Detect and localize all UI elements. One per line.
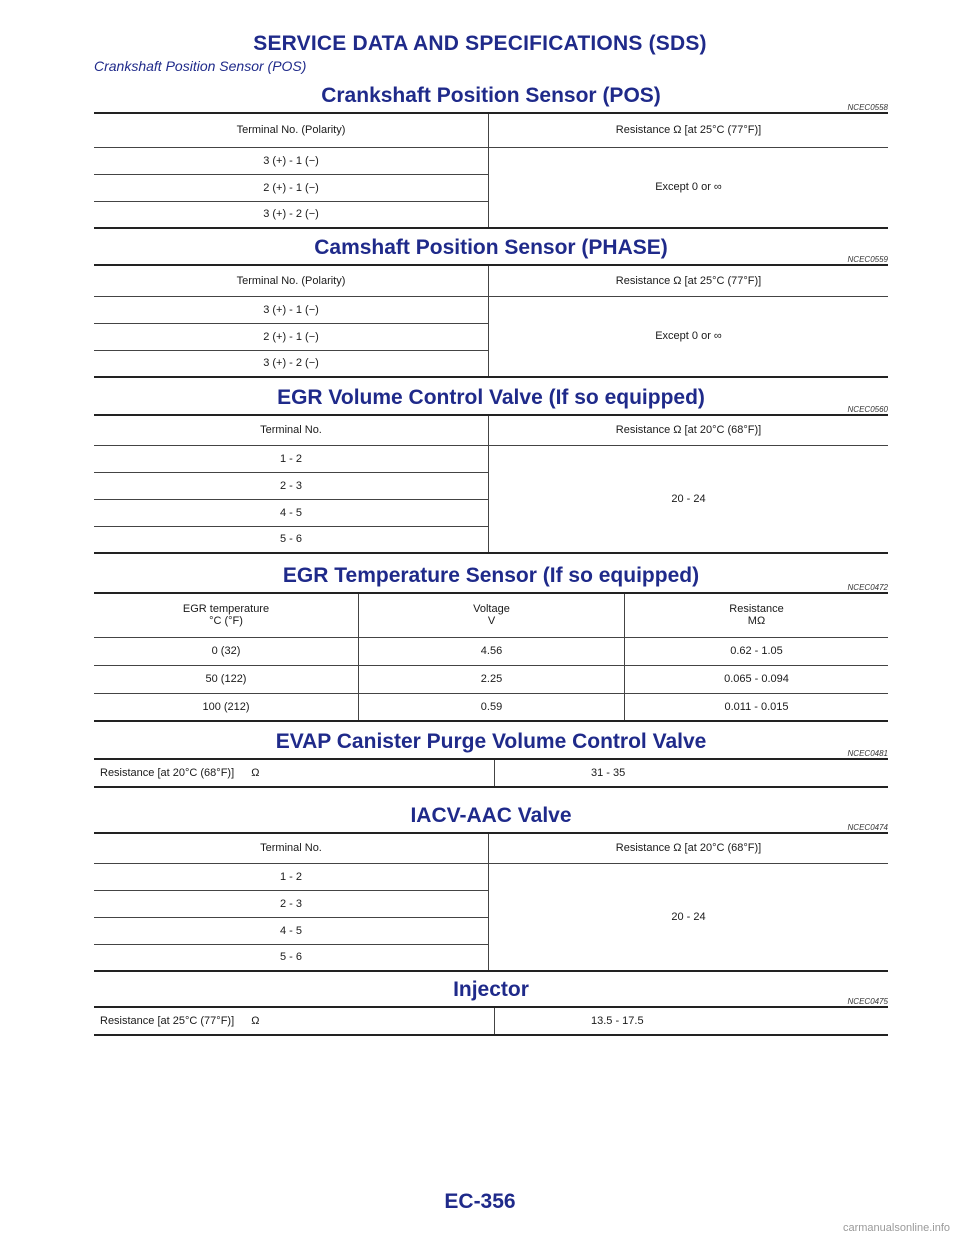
header-unit: °C (°F) [209,615,243,628]
spec-table [94,758,888,788]
table-cell: 2.25 [359,665,625,693]
table-cell-value: 20 - 24 [489,863,889,971]
header-line: Resistance [729,603,784,616]
section-title: EVAP Canister Purge Volume Control Valve [275,730,707,753]
section-crankshaft-sensor [94,80,888,229]
header-unit: V [487,615,496,628]
table-cell-value: 31 - 35 [495,759,889,787]
column-header: Resistance Ω [at 25°C (77°F)] [489,265,889,296]
header-line: EGR temperature [182,603,270,616]
spec-table [94,264,888,378]
unit-label: Ω [251,767,260,779]
section-title: IACV-AAC Valve [410,804,572,827]
table-cell [94,759,495,787]
table-cell: 3 (+) - 2 (−) [94,201,489,228]
header-unit: MΩ [747,615,766,628]
column-header: Terminal No. (Polarity) [236,124,346,137]
table-cell-value: 20 - 24 [489,445,889,553]
section-egr-temperature-sensor [94,560,888,722]
section-title: Camshaft Position Sensor (PHASE) [314,236,668,259]
section-code: NCEC0481 [847,749,888,758]
table-cell [94,1007,495,1035]
column-header [625,593,889,637]
section-title: EGR Temperature Sensor (If so equipped) [282,564,700,587]
table-cell: 3 (+) - 1 (−) [94,296,489,323]
section-injector [94,974,888,1036]
table-cell: 0.011 - 0.015 [625,693,889,721]
column-header: Resistance Ω [at 20°C (68°F)] [489,833,889,863]
resistance-label: Resistance [at 20°C (68°F)] [100,767,235,779]
resistance-label: Resistance [at 25°C (77°F)] [100,1015,235,1027]
table-cell-value: Except 0 or ∞ [489,296,889,377]
table-cell: 4 - 5 [94,499,489,526]
page-number: EC-356 [444,1190,516,1213]
page-header-title: SERVICE DATA AND SPECIFICATIONS (SDS) [253,32,707,55]
column-header: Terminal No. [260,424,322,437]
section-code: NCEC0560 [847,405,888,414]
unit-label: Ω [251,1015,260,1027]
table-cell: 0 (32) [94,637,359,665]
table-cell: 2 (+) - 1 (−) [94,323,489,350]
column-header [359,593,625,637]
spec-table [94,832,888,972]
table-cell: 4 - 5 [94,917,489,944]
header-line: Voltage [473,603,510,616]
table-cell: 0.59 [359,693,625,721]
table-row [94,665,888,693]
table-cell: 1 - 2 [94,445,489,472]
table-cell: 3 (+) - 2 (−) [94,350,489,377]
table-cell-value: 13.5 - 17.5 [495,1007,889,1035]
column-header: Terminal No. [260,842,322,855]
table-row [94,693,888,721]
column-header: Resistance Ω [at 20°C (68°F)] [489,415,889,445]
section-code: NCEC0559 [847,255,888,264]
section-egr-volume-control-valve [94,382,888,554]
column-header [94,593,359,637]
section-evap-purge-valve [94,726,888,788]
section-code: NCEC0475 [847,997,888,1006]
table-cell: 5 - 6 [94,944,489,971]
column-header: Terminal No. (Polarity) [236,274,346,287]
spec-table [94,414,888,554]
table-cell: 100 (212) [94,693,359,721]
table-cell: 4.56 [359,637,625,665]
spec-table [94,1006,888,1036]
table-cell: 2 - 3 [94,890,489,917]
page-header-subtitle: Crankshaft Position Sensor (POS) [94,58,307,74]
table-cell: 1 - 2 [94,863,489,890]
table-cell: 0.065 - 0.094 [625,665,889,693]
section-iacv-aac-valve [94,800,888,972]
spec-table [94,112,888,229]
table-cell: 2 - 3 [94,472,489,499]
section-title: Crankshaft Position Sensor (POS) [321,84,661,107]
spec-table [94,592,888,722]
table-cell: 5 - 6 [94,526,489,553]
watermark: carmanualsonline.info [842,1222,950,1234]
section-camshaft-sensor [94,232,888,378]
table-row [94,637,888,665]
table-cell: 3 (+) - 1 (−) [94,147,489,174]
table-cell: 50 (122) [94,665,359,693]
table-cell: 0.62 - 1.05 [625,637,889,665]
section-code: NCEC0472 [847,583,888,592]
column-header: Resistance Ω [at 25°C (77°F)] [489,113,889,147]
table-cell-value: Except 0 or ∞ [489,147,889,228]
section-code: NCEC0474 [847,823,888,832]
section-title: Injector [453,978,529,1001]
table-cell: 2 (+) - 1 (−) [94,174,489,201]
section-title: EGR Volume Control Valve (If so equipped) [277,386,705,409]
section-code: NCEC0558 [847,103,888,112]
